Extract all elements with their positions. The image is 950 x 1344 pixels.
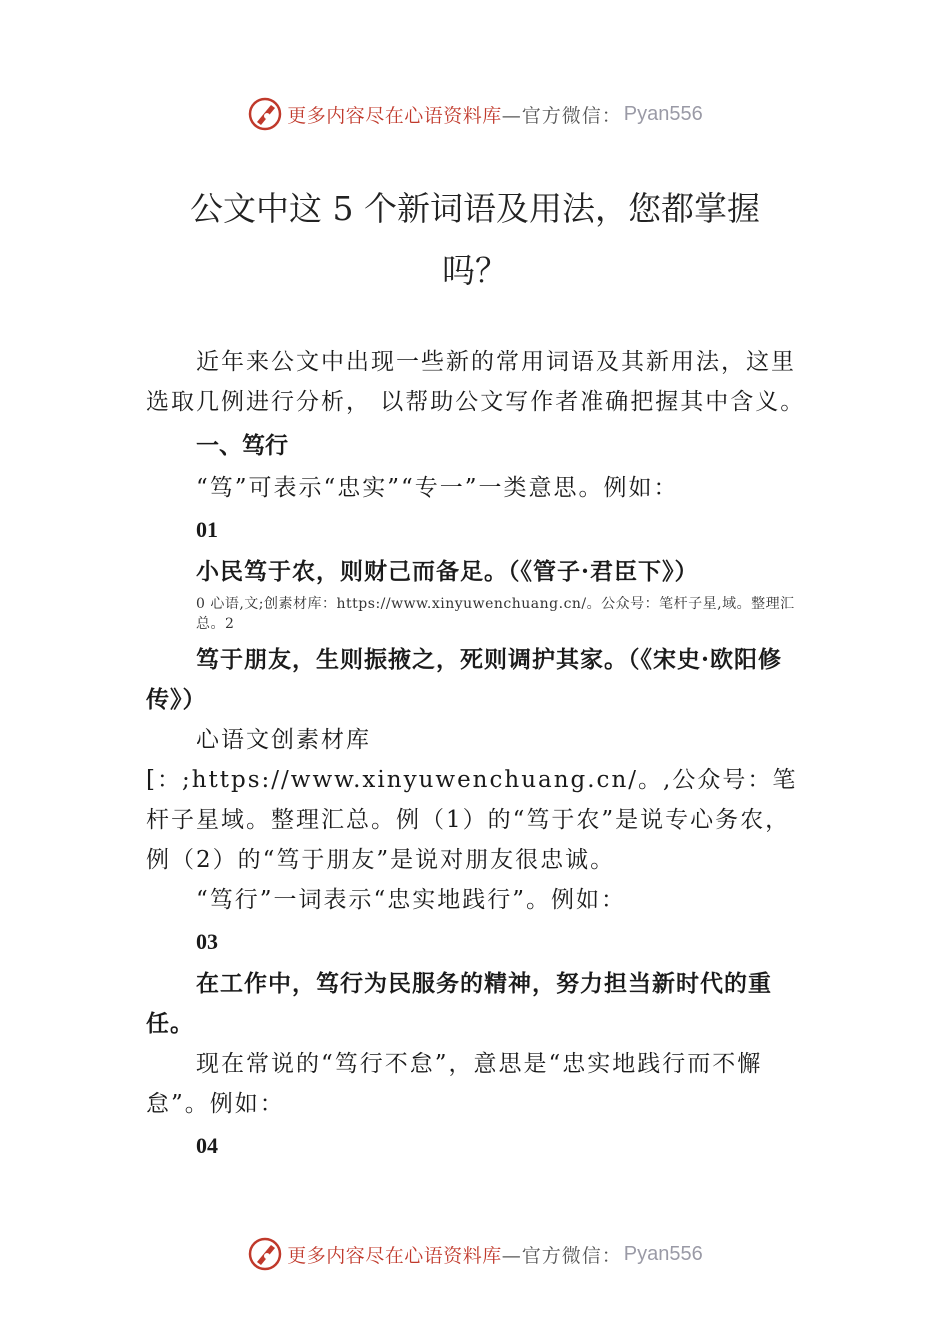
example-number-03: 03 (196, 929, 218, 954)
paragraph-4: 现在常说的“笃行不怠”，意思是“忠实地践行而不懈怠”。例如： (146, 1051, 763, 1117)
title-line-2: 吗？ (442, 251, 508, 290)
quote-3: 在工作中，笃行为民服务的精神，努力担当新时代的重任。 (146, 970, 772, 1037)
banner-id-text: Pyan556 (623, 1242, 703, 1265)
footer-watermark-banner (0, 1234, 950, 1274)
quote-2: 笃于朋友，生则振掖之，死则调护其家。（《宋史·欧阳修传》） (146, 646, 783, 713)
example-number-04: 04 (196, 1133, 218, 1158)
banner-gray-text: —官方微信： (501, 104, 622, 127)
banner-red-text: 更多内容尽在心语资料库 (287, 104, 502, 127)
paragraph-2: 心语文创素材库[：;https://www.xinyuwenchuang.cn/。,公众号：笔杆子星域。整理汇总。例（1）的“笃于农”是说专心务农，例（2）的“笃于朋友”是说对朋友很忠诚。 (146, 727, 798, 873)
example-number-01: 01 (196, 517, 218, 542)
paragraph-1: “笃”可表示“忠实”“专一”一类意思。例如： (196, 475, 679, 501)
title-line-1: 公文中这 5 个新词语及用法，您都掌握 (190, 189, 760, 228)
section-heading-1: 一、笃行 (196, 432, 288, 459)
quote-1: 小民笃于农，则财⼰而备足。（《管子·君臣下》） (196, 558, 699, 585)
banner-id-text: Pyan556 (623, 102, 703, 125)
banner-red-text: 更多内容尽在心语资料库 (287, 1244, 502, 1267)
intro-paragraph: 近年来公文中出现一些新的常用词语及其新用法，这里选取几例进行分析， 以帮助公文写作者准确把握其中含义。 (146, 349, 806, 415)
pen-logo-icon (247, 96, 283, 132)
document-body (146, 342, 806, 1168)
pen-logo-icon (247, 1236, 283, 1272)
page-title (150, 182, 800, 298)
paragraph-3: “笃行”一词表示“忠实地践行”。例如： (196, 887, 627, 913)
banner-gray-text: —官方微信： (501, 1244, 622, 1267)
small-note: 0 心语,文;创素材库：https://www.xinyuwenchuang.cn/。公众号：笔杆子星,域。整理汇总。2 (196, 596, 795, 632)
header-watermark-banner (0, 94, 950, 134)
